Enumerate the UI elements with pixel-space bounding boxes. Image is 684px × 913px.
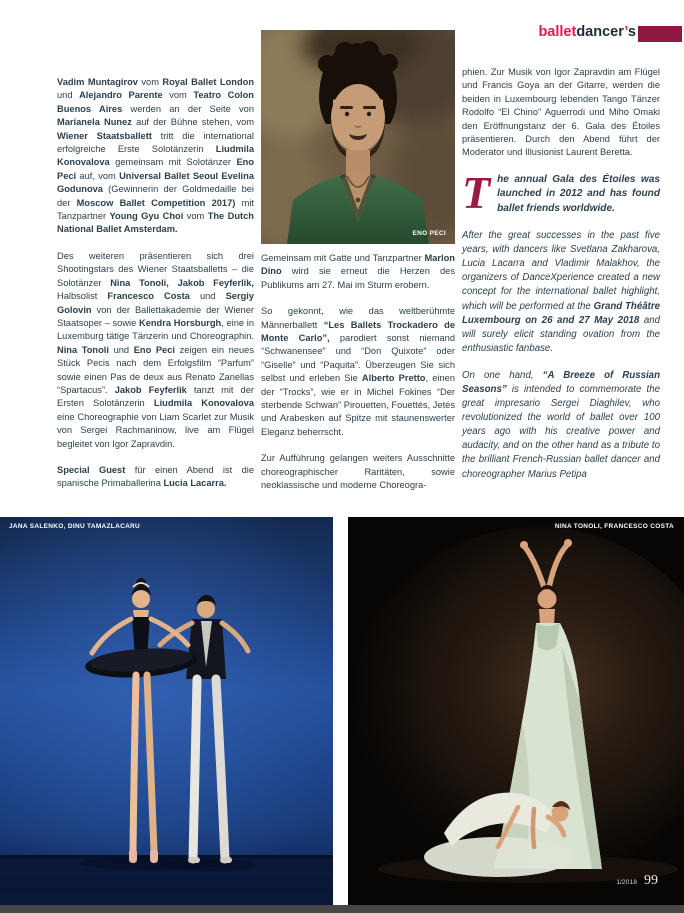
stage-right-illustration <box>348 517 684 905</box>
page-footer <box>616 871 658 889</box>
article-column-1 <box>57 76 254 504</box>
paragraph: Gemeinsam mit Gatte und Tanzpartner Marlon Dino wird sie erneut die Herzen des Publikums am 27. Mai im Sturm erobern. <box>261 253 455 290</box>
header-accent-bar <box>638 26 682 42</box>
paragraph: phien. Zur Musik von Igor Zapravdin am Flügel und Francis Goya an der Gitarre, werden die beiden in Luxembourg lebenden Tango Tänzer Rodolfo “El Chino” Aguerrodi und Miho Omaki den Eröffnungstanz der 6. Gala des Étoiles präsentieren. Durch den Abend führt der Moderator und Illusionist Laurent Beretta. <box>462 67 660 158</box>
drop-cap: T <box>462 166 491 218</box>
stage-photo-right <box>348 517 684 905</box>
lead-text: he annual Gala des Étoiles was launched in 2012 and has found ballet friends worldwide. <box>497 173 660 214</box>
stage-left-illustration <box>0 517 333 905</box>
article-column-3 <box>462 66 660 495</box>
stage-photo-left <box>0 517 333 905</box>
paragraph: After the great successes in the past five years, with dancers like Svetlana Zakharova, Lucia Lacarra and Vladimir Malakhov, the organizers of DanceXperience created a new concept for the international ballet highlight, which will be performed at the Grand Théâtre Luxembourg on 26 and 27 May 2018 and will surely elicit standing ovation from the enthusiastic fanbase. <box>462 230 661 354</box>
paragraph: Zur Aufführung gelangen weiters Ausschnitte choreographischer Raritäten, sowie neoklassische und moderne Choreogra- <box>261 453 455 491</box>
portrait-illustration <box>261 30 455 244</box>
stage-photo-right-caption: NINA TONOLI, FRANCESCO COSTA <box>554 523 674 530</box>
brand-apostrophe: ’ <box>624 24 628 40</box>
brand-dancer-text: dancer <box>576 24 625 40</box>
eno-peci-photo <box>261 30 455 244</box>
paragraph: Vadim Muntagirov vom Royal Ballet London und Alejandro Parente vom Teatro Colon Buenos Aires werden an der Seite von Marianela Nunez auf der Bühne stehen, vom Wiener Staatsballett tritt die international erfolgreiche Erste Solotänzerin Liudmila Konovalova gemeinsam mit Solotänzer Eno Peci auf, vom Universal Ballet Seoul Evelina Godunova (Gewinnerin der Goldmedaille bei der Moscow Ballet Competition 2017) mit Tanzpartner Young Gyu Choi vom The Dutch National Ballet Amsterdam. <box>57 77 255 235</box>
page-number: 99 <box>644 873 658 888</box>
brand-s-text: s <box>627 24 636 40</box>
brand-ballet-text: ballet <box>538 24 577 40</box>
eno-peci-caption: ENO PECI <box>412 230 446 237</box>
paragraph: So gekonnt, wie das weltberühmte Männerballett “Les Ballets Trockadero de Monte Carlo”, parodiert sonst niemand “Schwanensee” und “Don Quixote” oder “Giselle” und “Paquita”. Überzeugen Sie sich selbst und erleben Sie Alberto Pretto, einen der “Trocks”, wie er in Michel Fokines “Der sterbende Schwan” Pirouetten, Fouettés, Jetés und Arabesken auf Spitze mit staunenswerter Eleganz beherrscht. <box>261 306 455 437</box>
stage-photo-left-caption: JANA SALENKO, DINU TAMAZLACARU <box>9 523 141 530</box>
lead-paragraph <box>462 166 660 218</box>
paragraph: Des weiteren präsentieren sich drei Shootingstars des Wiener Staatsballetts – die Solotänzer Nina Tonoli, Jakob Feyferlik, Halbsolist Francesco Costa und Sergiy Golovin von der Ballettakademie der Wiener Staatsoper – sowie Kendra Horsburgh, eine in Luxemburg tätige Tänzerin und Choreographin. Nina Tonoli und Eno Peci zeigen ein neues Stück Pecis nach dem Erfolgsfilm “Parfum” sowie einen Pas de deux aus Renato Zanellas “Spartacus”. Jakob Feyferlik tanzt mit der Ersten Solotänzerin Liudmila Konovalova eine Choreographie von Liam Scarlet zur Musik von Sergei Rachmaninow, live am Flügel begleitet von Igor Zapravdin. <box>57 250 255 449</box>
page-bottom-edge <box>0 905 684 913</box>
issue-number: 1/2018 <box>616 879 637 886</box>
paragraph: Special Guest für einen Abend ist die spanische Primaballerina Lucia Lacarra. <box>57 464 254 489</box>
paragraph: On one hand, “A Breeze of Russian Seasons” is intended to commemorate the great impresario Sergei Diaghilev, who revolutionized the world of ballet over 100 years ago with his creative power and audacity, and on the other hand as a tribute to the brilliant French-Russian ballet dancer and choreographer Marius Petipa <box>462 369 660 480</box>
brand-logo <box>538 24 636 40</box>
article-column-2 <box>261 252 455 506</box>
